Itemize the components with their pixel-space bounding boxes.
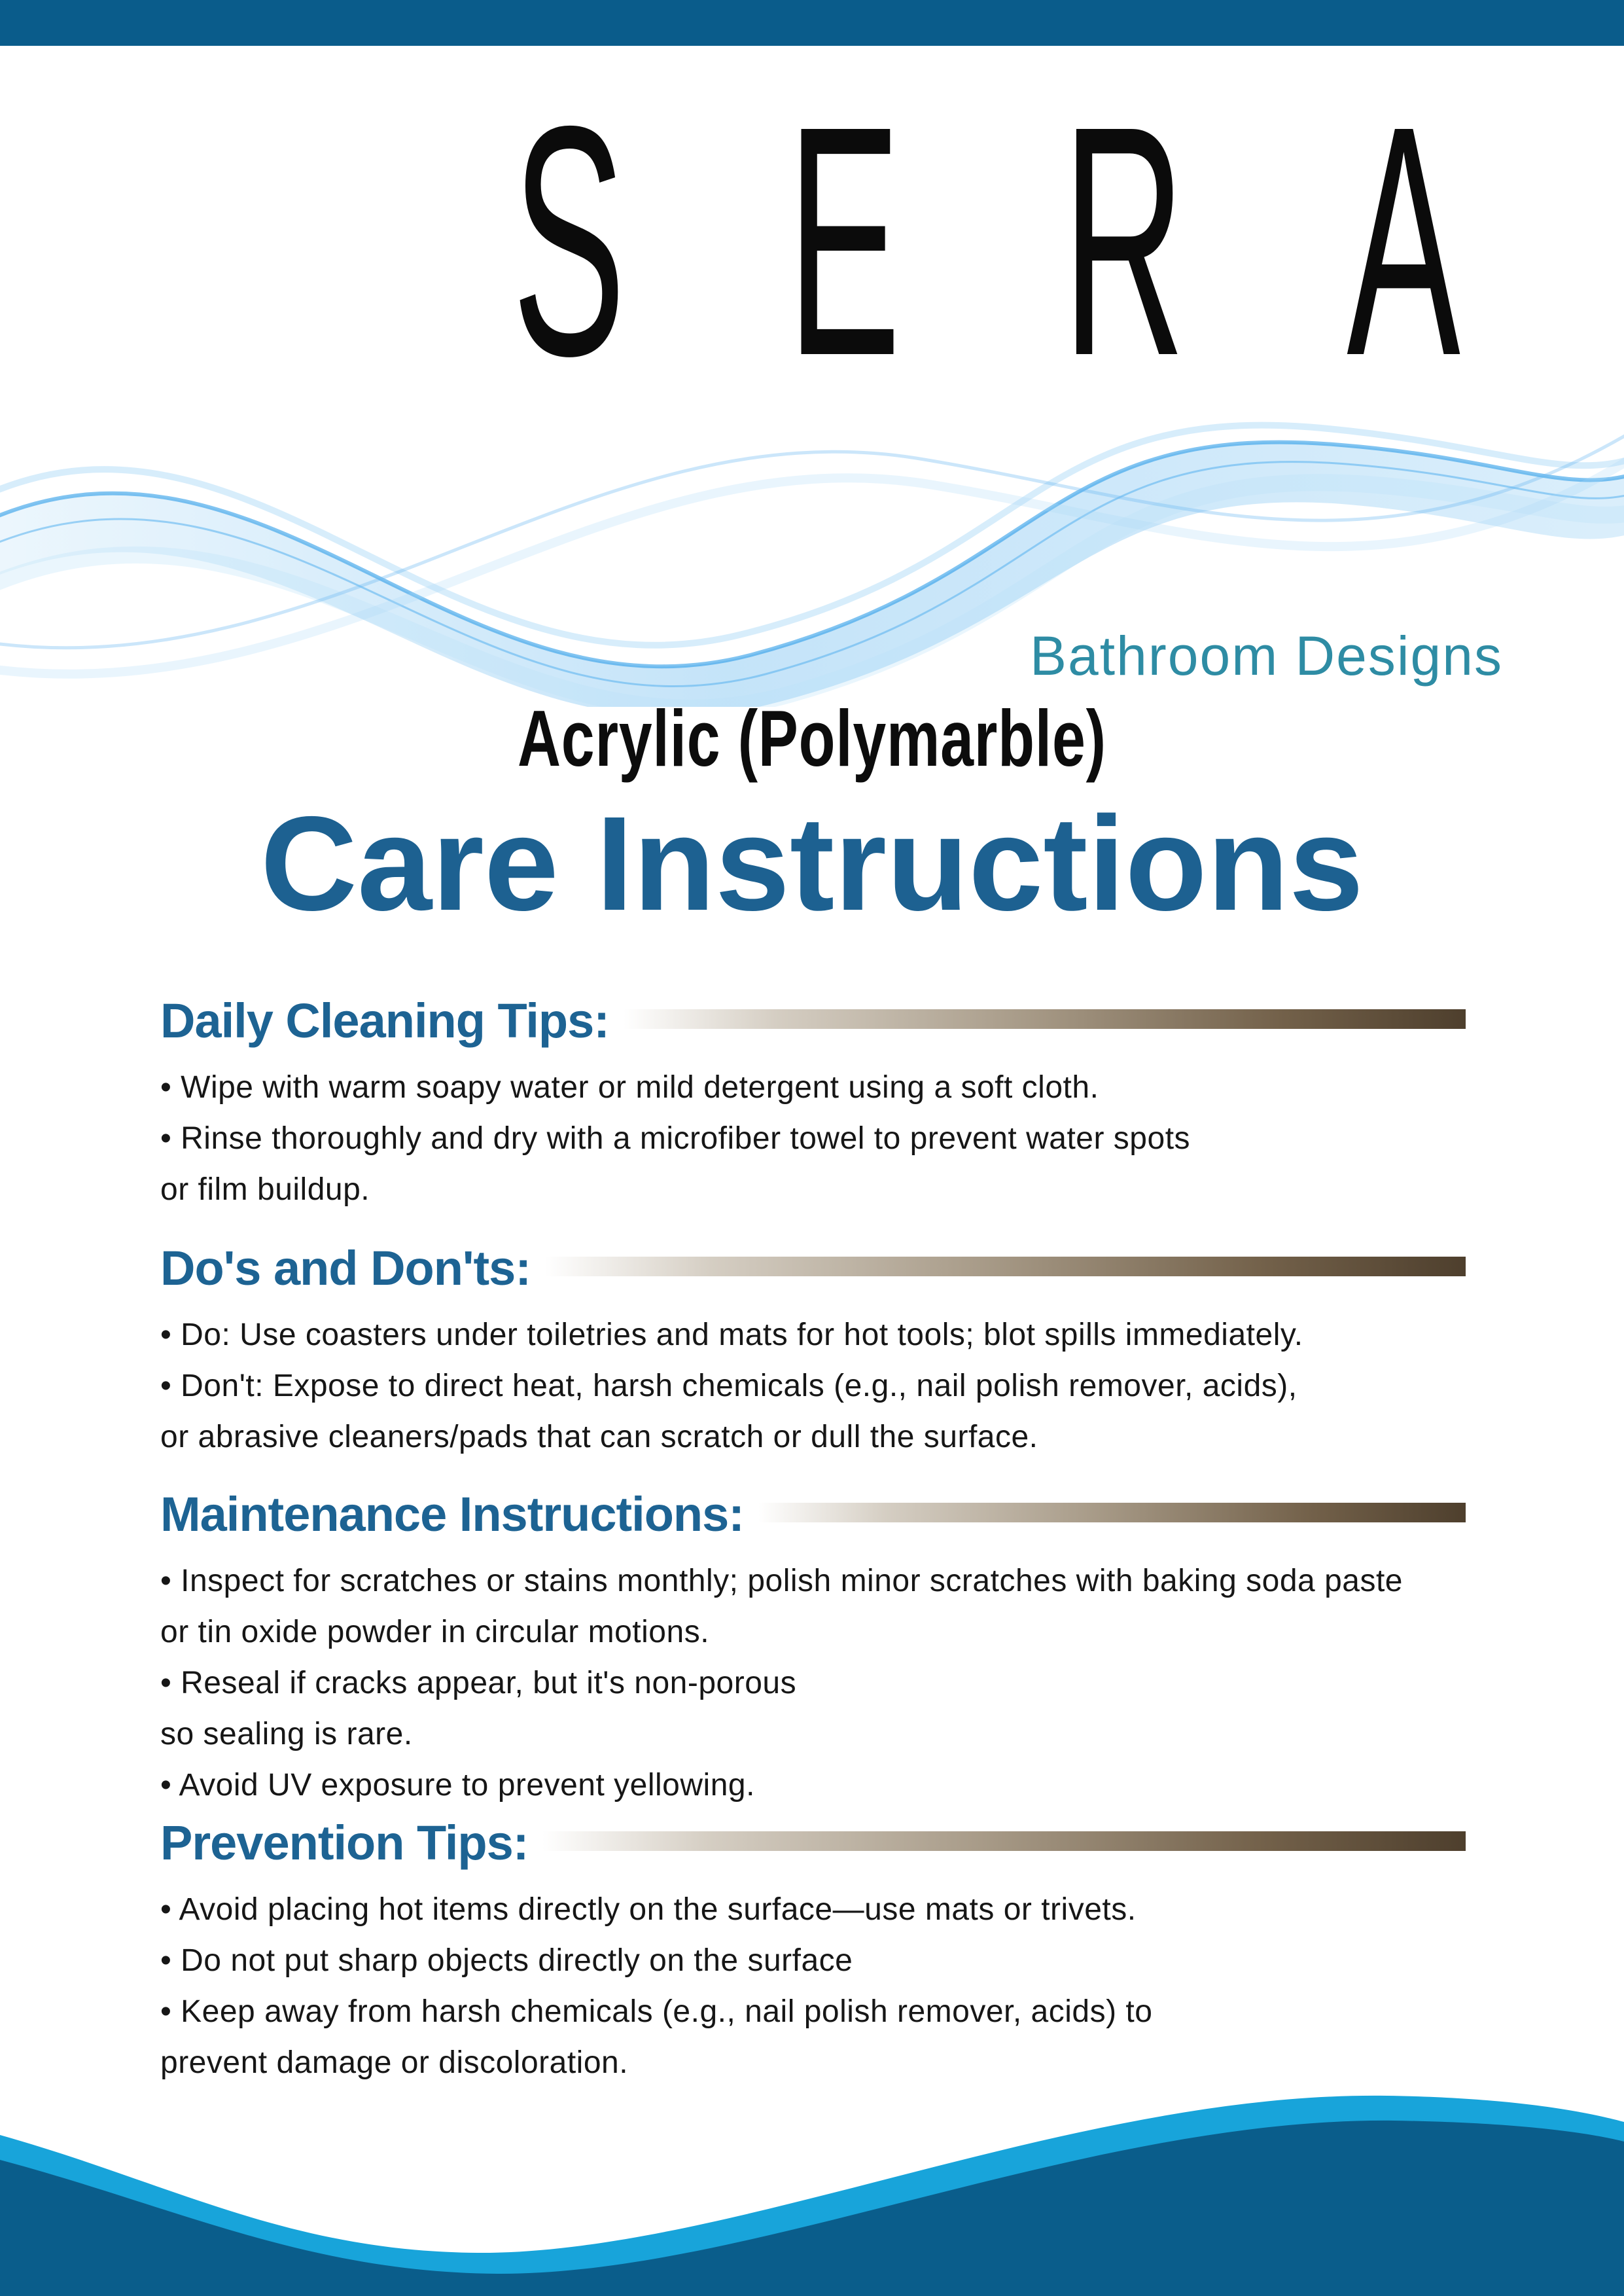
care-line: • Keep away from harsh chemicals (e.g., nail polish remover, acids) to xyxy=(160,1994,1153,2029)
care-line: • Do not put sharp objects directly on the surface xyxy=(160,1943,853,1978)
section-heading-row xyxy=(160,1483,1466,1545)
section-heading-row xyxy=(160,990,1466,1052)
section-body xyxy=(160,1556,1466,1811)
heading-gradient-bar xyxy=(624,1009,1466,1029)
heading-gradient-bar xyxy=(542,1831,1466,1851)
section-maintenance-instructions xyxy=(160,1483,1466,1811)
material-subtitle: Acrylic (Polymarble) xyxy=(518,694,1106,783)
section-heading-row xyxy=(160,1812,1466,1874)
care-line: • Wipe with warm soapy water or mild detergent using a soft cloth. xyxy=(160,1070,1099,1105)
footer-wave-graphic xyxy=(0,2062,1624,2296)
logo-text: SERA xyxy=(512,58,1622,423)
section-heading: Do's and Don'ts: xyxy=(160,1241,531,1295)
care-line: or abrasive cleaners/pads that can scratch or dull the surface. xyxy=(160,1420,1038,1454)
care-line: so sealing is rare. xyxy=(160,1717,413,1751)
top-accent-bar xyxy=(0,0,1624,46)
section-body xyxy=(160,1884,1466,2089)
care-line: or film buildup. xyxy=(160,1172,370,1207)
care-line: • Avoid placing hot items directly on the surface—use mats or trivets. xyxy=(160,1892,1137,1927)
brand-tagline: Bathroom Designs xyxy=(1030,625,1503,687)
care-line: • Rinse thoroughly and dry with a microfiber towel to prevent water spots xyxy=(160,1121,1191,1156)
section-body xyxy=(160,1310,1466,1463)
subtitle-wrap xyxy=(0,689,1624,789)
section-daily-cleaning-tips xyxy=(160,990,1466,1215)
logo-wrap xyxy=(0,58,1624,423)
care-line: • Reseal if cracks appear, but it's non-porous xyxy=(160,1666,797,1700)
care-line: or tin oxide powder in circular motions. xyxy=(160,1615,710,1649)
care-line: • Don't: Expose to direct heat, harsh chemicals (e.g., nail polish remover, acids), xyxy=(160,1369,1297,1403)
heading-gradient-bar xyxy=(758,1503,1466,1522)
care-line: prevent damage or discoloration. xyxy=(160,2045,629,2080)
section-body xyxy=(160,1062,1466,1215)
care-line: • Inspect for scratches or stains monthly; polish minor scratches with baking soda paste xyxy=(160,1564,1403,1598)
page-title: Care Instructions xyxy=(260,789,1364,939)
section-heading: Daily Cleaning Tips: xyxy=(160,994,609,1048)
heading-gradient-bar xyxy=(545,1257,1466,1276)
section-heading-row xyxy=(160,1237,1466,1299)
section-heading: Maintenance Instructions: xyxy=(160,1487,744,1541)
section-heading: Prevention Tips: xyxy=(160,1816,529,1870)
section-dos-and-donts xyxy=(160,1237,1466,1463)
care-line: • Avoid UV exposure to prevent yellowing. xyxy=(160,1768,755,1803)
section-prevention-tips xyxy=(160,1812,1466,2089)
care-line: • Do: Use coasters under toiletries and mats for hot tools; blot spills immediately. xyxy=(160,1318,1303,1352)
